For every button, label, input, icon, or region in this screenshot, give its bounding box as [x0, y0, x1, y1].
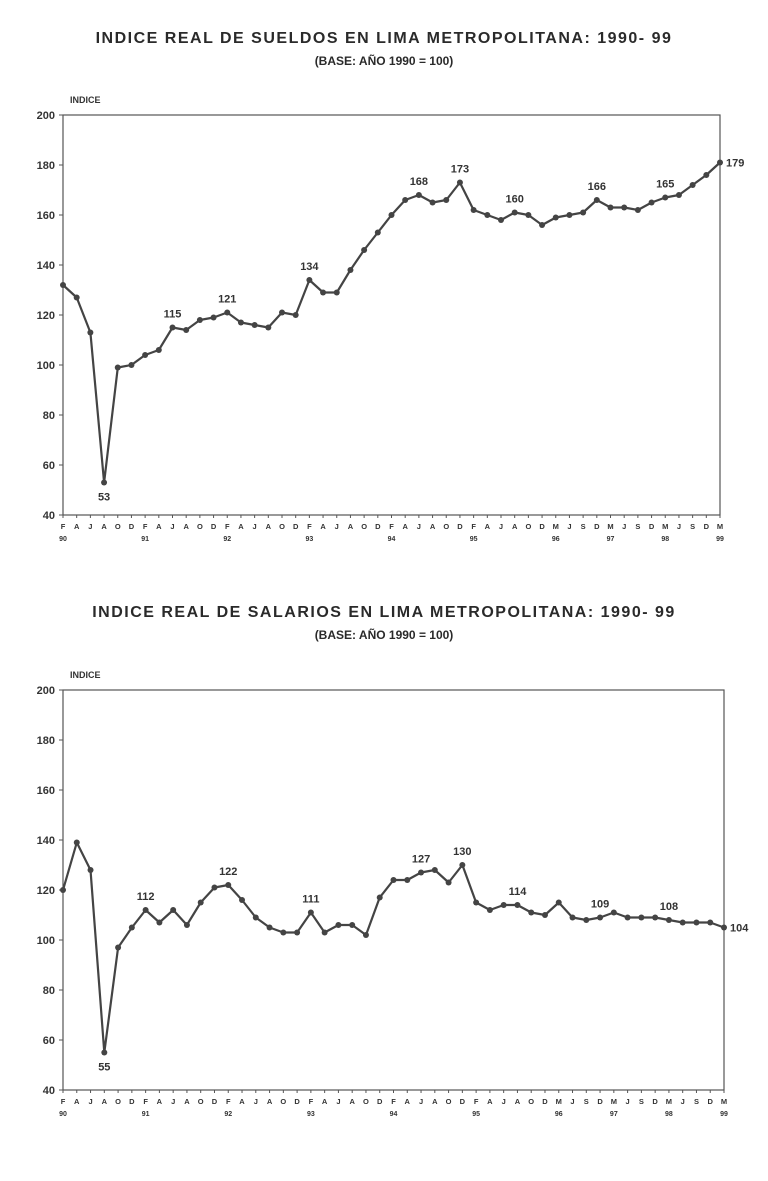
- data-point: [308, 910, 314, 916]
- x-tick-label: F: [224, 522, 230, 531]
- x-tick-label: D: [652, 1097, 658, 1106]
- x-year-label: 93: [306, 1111, 315, 1118]
- x-tick-label: O: [363, 1097, 369, 1106]
- x-tick-label: O: [361, 522, 368, 531]
- data-point: [666, 917, 672, 923]
- data-point: [583, 917, 589, 923]
- data-point: [253, 915, 259, 921]
- x-tick-label: J: [253, 1097, 258, 1106]
- x-year-label: 99: [716, 536, 724, 543]
- x-tick-label: A: [320, 522, 326, 531]
- data-point: [363, 932, 369, 938]
- x-tick-label: D: [292, 522, 299, 531]
- data-point: [129, 925, 135, 931]
- data-point: [404, 877, 410, 883]
- data-point: [156, 920, 162, 926]
- data-label: 114: [508, 886, 527, 898]
- x-tick-label: S: [583, 1097, 589, 1106]
- x-tick-label: J: [680, 1097, 685, 1106]
- x-tick-label: M: [662, 522, 669, 531]
- data-label: 115: [163, 308, 182, 321]
- data-point: [267, 925, 273, 931]
- data-label: 108: [659, 901, 679, 913]
- x-year-label: 92: [223, 536, 232, 543]
- data-point: [377, 895, 383, 901]
- x-tick-label: A: [184, 1097, 190, 1106]
- x-tick-label: O: [528, 1097, 535, 1106]
- x-tick-label: M: [607, 522, 614, 531]
- x-year-label: 96: [554, 1111, 563, 1118]
- x-tick-label: J: [336, 1097, 341, 1106]
- data-point: [418, 870, 424, 876]
- data-label: 55: [98, 1061, 111, 1074]
- x-tick-label: F: [307, 522, 312, 531]
- data-point: [225, 882, 231, 888]
- data-point: [391, 877, 397, 883]
- data-point: [611, 910, 617, 916]
- data-point: [459, 862, 465, 868]
- x-tick-label: F: [471, 522, 476, 531]
- x-tick-label: A: [101, 522, 107, 531]
- data-point: [184, 922, 190, 928]
- x-tick-label: A: [347, 522, 354, 531]
- x-tick-label: D: [294, 1097, 300, 1106]
- x-tick-label: A: [238, 522, 244, 531]
- x-tick-label: D: [129, 1097, 135, 1106]
- x-tick-label: J: [88, 522, 93, 531]
- x-tick-label: D: [128, 522, 135, 531]
- x-tick-label: D: [707, 1097, 713, 1106]
- data-point: [294, 930, 300, 936]
- data-point: [514, 902, 520, 908]
- x-year-label: 97: [609, 1111, 618, 1118]
- x-tick-label: D: [703, 522, 710, 531]
- x-tick-label: A: [74, 1097, 80, 1106]
- x-tick-label: M: [555, 1097, 562, 1106]
- x-tick-label: O: [280, 1097, 287, 1106]
- data-label: 168: [409, 176, 429, 188]
- x-tick-label: J: [416, 522, 421, 531]
- x-tick-label: F: [389, 522, 394, 531]
- series-line: [63, 843, 724, 1053]
- y-tick-label: 120: [36, 885, 55, 897]
- x-tick-label: A: [402, 522, 408, 531]
- x-tick-label: J: [252, 522, 257, 531]
- x-year-label: 91: [141, 536, 150, 543]
- x-tick-label: O: [525, 522, 532, 531]
- y-axis-label: INDICE: [70, 95, 101, 105]
- x-year-label: 98: [661, 536, 670, 543]
- data-point: [335, 922, 341, 928]
- data-point: [638, 915, 644, 921]
- x-tick-label: A: [266, 1097, 273, 1106]
- data-point: [625, 915, 631, 921]
- x-tick-label: A: [183, 522, 189, 531]
- data-label: 165: [656, 178, 675, 191]
- x-tick-label: F: [308, 1097, 314, 1106]
- data-point: [597, 915, 603, 921]
- x-year-label: 93: [305, 536, 314, 543]
- x-tick-label: A: [429, 522, 436, 531]
- y-tick-label: 160: [36, 210, 55, 222]
- x-tick-label: A: [514, 1097, 521, 1106]
- data-point: [693, 920, 699, 926]
- x-tick-label: J: [171, 1097, 176, 1106]
- x-tick-label: A: [511, 522, 518, 531]
- data-point: [211, 885, 217, 891]
- y-tick-label: 40: [42, 1085, 55, 1097]
- x-tick-label: O: [197, 1097, 204, 1106]
- data-point: [680, 920, 686, 926]
- x-tick-label: F: [60, 1097, 66, 1106]
- x-tick-label: O: [445, 1097, 452, 1106]
- x-tick-label: M: [716, 522, 724, 531]
- y-tick-label: 140: [36, 260, 55, 272]
- data-point: [198, 900, 204, 906]
- x-tick-label: M: [665, 1097, 673, 1106]
- y-tick-label: 60: [42, 1035, 55, 1047]
- x-tick-label: F: [391, 1097, 396, 1106]
- data-point: [542, 912, 548, 918]
- x-tick-label: M: [610, 1097, 617, 1106]
- data-point: [280, 930, 286, 936]
- x-tick-label: A: [487, 1097, 493, 1106]
- data-point: [322, 930, 328, 936]
- data-point: [143, 907, 149, 913]
- y-tick-label: 180: [36, 160, 55, 172]
- data-point: [101, 1050, 107, 1056]
- x-tick-label: F: [225, 1097, 231, 1106]
- x-tick-label: F: [60, 522, 66, 531]
- y-tick-label: 200: [36, 110, 55, 122]
- x-tick-label: O: [279, 522, 285, 531]
- x-tick-label: A: [156, 1097, 163, 1106]
- data-point: [501, 902, 507, 908]
- x-tick-label: F: [142, 522, 148, 531]
- y-tick-label: 100: [36, 360, 55, 372]
- data-label: 134: [300, 261, 319, 273]
- x-tick-label: A: [432, 1097, 438, 1106]
- x-tick-label: J: [567, 522, 572, 531]
- y-tick-label: 120: [36, 310, 55, 322]
- data-point: [446, 880, 452, 886]
- x-tick-label: J: [498, 522, 504, 531]
- data-point: [349, 922, 355, 928]
- x-tick-label: O: [115, 1097, 122, 1106]
- data-point: [115, 945, 121, 951]
- x-tick-label: S: [635, 522, 641, 531]
- x-year-label: 95: [469, 536, 478, 543]
- x-year-label: 90: [59, 536, 67, 543]
- data-label: 122: [219, 866, 238, 878]
- x-year-label: 99: [720, 1111, 728, 1118]
- x-tick-label: D: [597, 1097, 603, 1106]
- x-tick-label: A: [404, 1097, 410, 1106]
- data-label: 104: [730, 922, 749, 935]
- x-tick-label: A: [484, 522, 491, 531]
- x-tick-label: A: [239, 1097, 245, 1106]
- chart-title: INDICE REAL DE SALARIOS EN LIMA METROPOLITANA: 1990- 99: [92, 604, 676, 621]
- x-tick-label: D: [648, 522, 655, 531]
- data-point: [60, 887, 66, 893]
- x-tick-label: M: [720, 1097, 728, 1106]
- y-tick-label: 60: [42, 460, 55, 472]
- data-label: 173: [450, 163, 470, 176]
- data-point: [473, 900, 479, 906]
- data-point: [74, 840, 80, 846]
- x-tick-label: A: [73, 522, 80, 531]
- x-tick-label: J: [570, 1097, 575, 1106]
- x-tick-label: F: [473, 1097, 479, 1106]
- data-point: [652, 915, 658, 921]
- x-year-label: 97: [606, 536, 615, 543]
- x-year-label: 90: [59, 1111, 67, 1118]
- x-tick-label: J: [501, 1097, 506, 1106]
- chart-subtitle: (BASE: AÑO 1990 = 100): [314, 628, 454, 642]
- x-year-label: 95: [472, 1111, 481, 1118]
- x-tick-label: J: [334, 522, 339, 531]
- y-tick-label: 180: [36, 735, 55, 747]
- x-tick-label: D: [539, 522, 545, 531]
- y-tick-label: 140: [36, 835, 55, 847]
- chart-subtitle: (BASE: AÑO 1990 = 100): [314, 54, 454, 68]
- data-label: 112: [136, 891, 155, 903]
- data-point: [528, 910, 534, 916]
- data-point: [707, 920, 713, 926]
- y-axis-label: INDICE: [70, 670, 101, 680]
- x-tick-label: D: [459, 1097, 466, 1106]
- chart-title: INDICE REAL DE SUELDOS EN LIMA METROPOLITANA: 1990- 99: [95, 30, 673, 47]
- y-tick-label: 80: [42, 410, 55, 422]
- x-tick-label: D: [594, 522, 600, 531]
- x-tick-label: J: [625, 1097, 630, 1106]
- y-tick-label: 40: [42, 510, 55, 522]
- data-label: 160: [505, 193, 524, 206]
- x-tick-label: S: [580, 522, 586, 531]
- x-tick-label: S: [638, 1097, 644, 1106]
- x-tick-label: A: [156, 522, 162, 531]
- data-label: 130: [453, 846, 472, 858]
- x-tick-label: M: [552, 522, 559, 531]
- plot-frame: [63, 690, 724, 1090]
- x-tick-label: D: [211, 1097, 218, 1106]
- x-tick-label: J: [622, 522, 627, 531]
- x-tick-label: A: [321, 1097, 328, 1106]
- x-tick-label: O: [114, 522, 121, 531]
- y-tick-label: 200: [36, 685, 55, 697]
- x-tick-label: S: [690, 522, 696, 531]
- x-tick-label: D: [375, 522, 381, 531]
- x-tick-label: O: [196, 522, 203, 531]
- data-point: [556, 900, 562, 906]
- x-tick-label: S: [693, 1097, 699, 1106]
- x-tick-label: D: [210, 522, 217, 531]
- x-tick-label: J: [170, 522, 175, 531]
- x-year-label: 94: [387, 536, 396, 543]
- data-label: 179: [726, 157, 745, 170]
- data-label: 111: [302, 893, 320, 906]
- data-point: [487, 907, 493, 913]
- x-tick-label: A: [101, 1097, 108, 1106]
- data-point: [239, 897, 245, 903]
- x-tick-label: J: [88, 1097, 93, 1106]
- data-label: 121: [218, 293, 237, 306]
- x-tick-label: A: [265, 522, 272, 531]
- y-tick-label: 160: [36, 785, 55, 797]
- data-point: [432, 867, 438, 873]
- x-year-label: 92: [224, 1111, 233, 1118]
- x-tick-label: D: [457, 522, 463, 531]
- data-label: 166: [587, 181, 606, 193]
- y-tick-label: 100: [36, 935, 55, 947]
- data-point: [721, 925, 727, 931]
- data-label: 109: [590, 898, 610, 911]
- x-tick-label: J: [676, 522, 682, 531]
- x-tick-label: O: [443, 522, 450, 531]
- x-year-label: 91: [141, 1111, 150, 1118]
- x-tick-label: J: [418, 1097, 424, 1106]
- x-tick-label: A: [349, 1097, 355, 1106]
- data-point: [88, 867, 94, 873]
- data-point: [570, 915, 576, 921]
- x-tick-label: F: [143, 1097, 148, 1106]
- x-year-label: 96: [551, 536, 560, 543]
- x-tick-label: D: [542, 1097, 548, 1106]
- data-label: 53: [97, 491, 111, 504]
- x-tick-label: D: [377, 1097, 383, 1106]
- x-year-label: 98: [665, 1111, 673, 1118]
- x-year-label: 94: [389, 1111, 398, 1118]
- y-tick-label: 80: [42, 985, 55, 997]
- data-label: 127: [411, 853, 431, 866]
- data-point: [170, 907, 176, 913]
